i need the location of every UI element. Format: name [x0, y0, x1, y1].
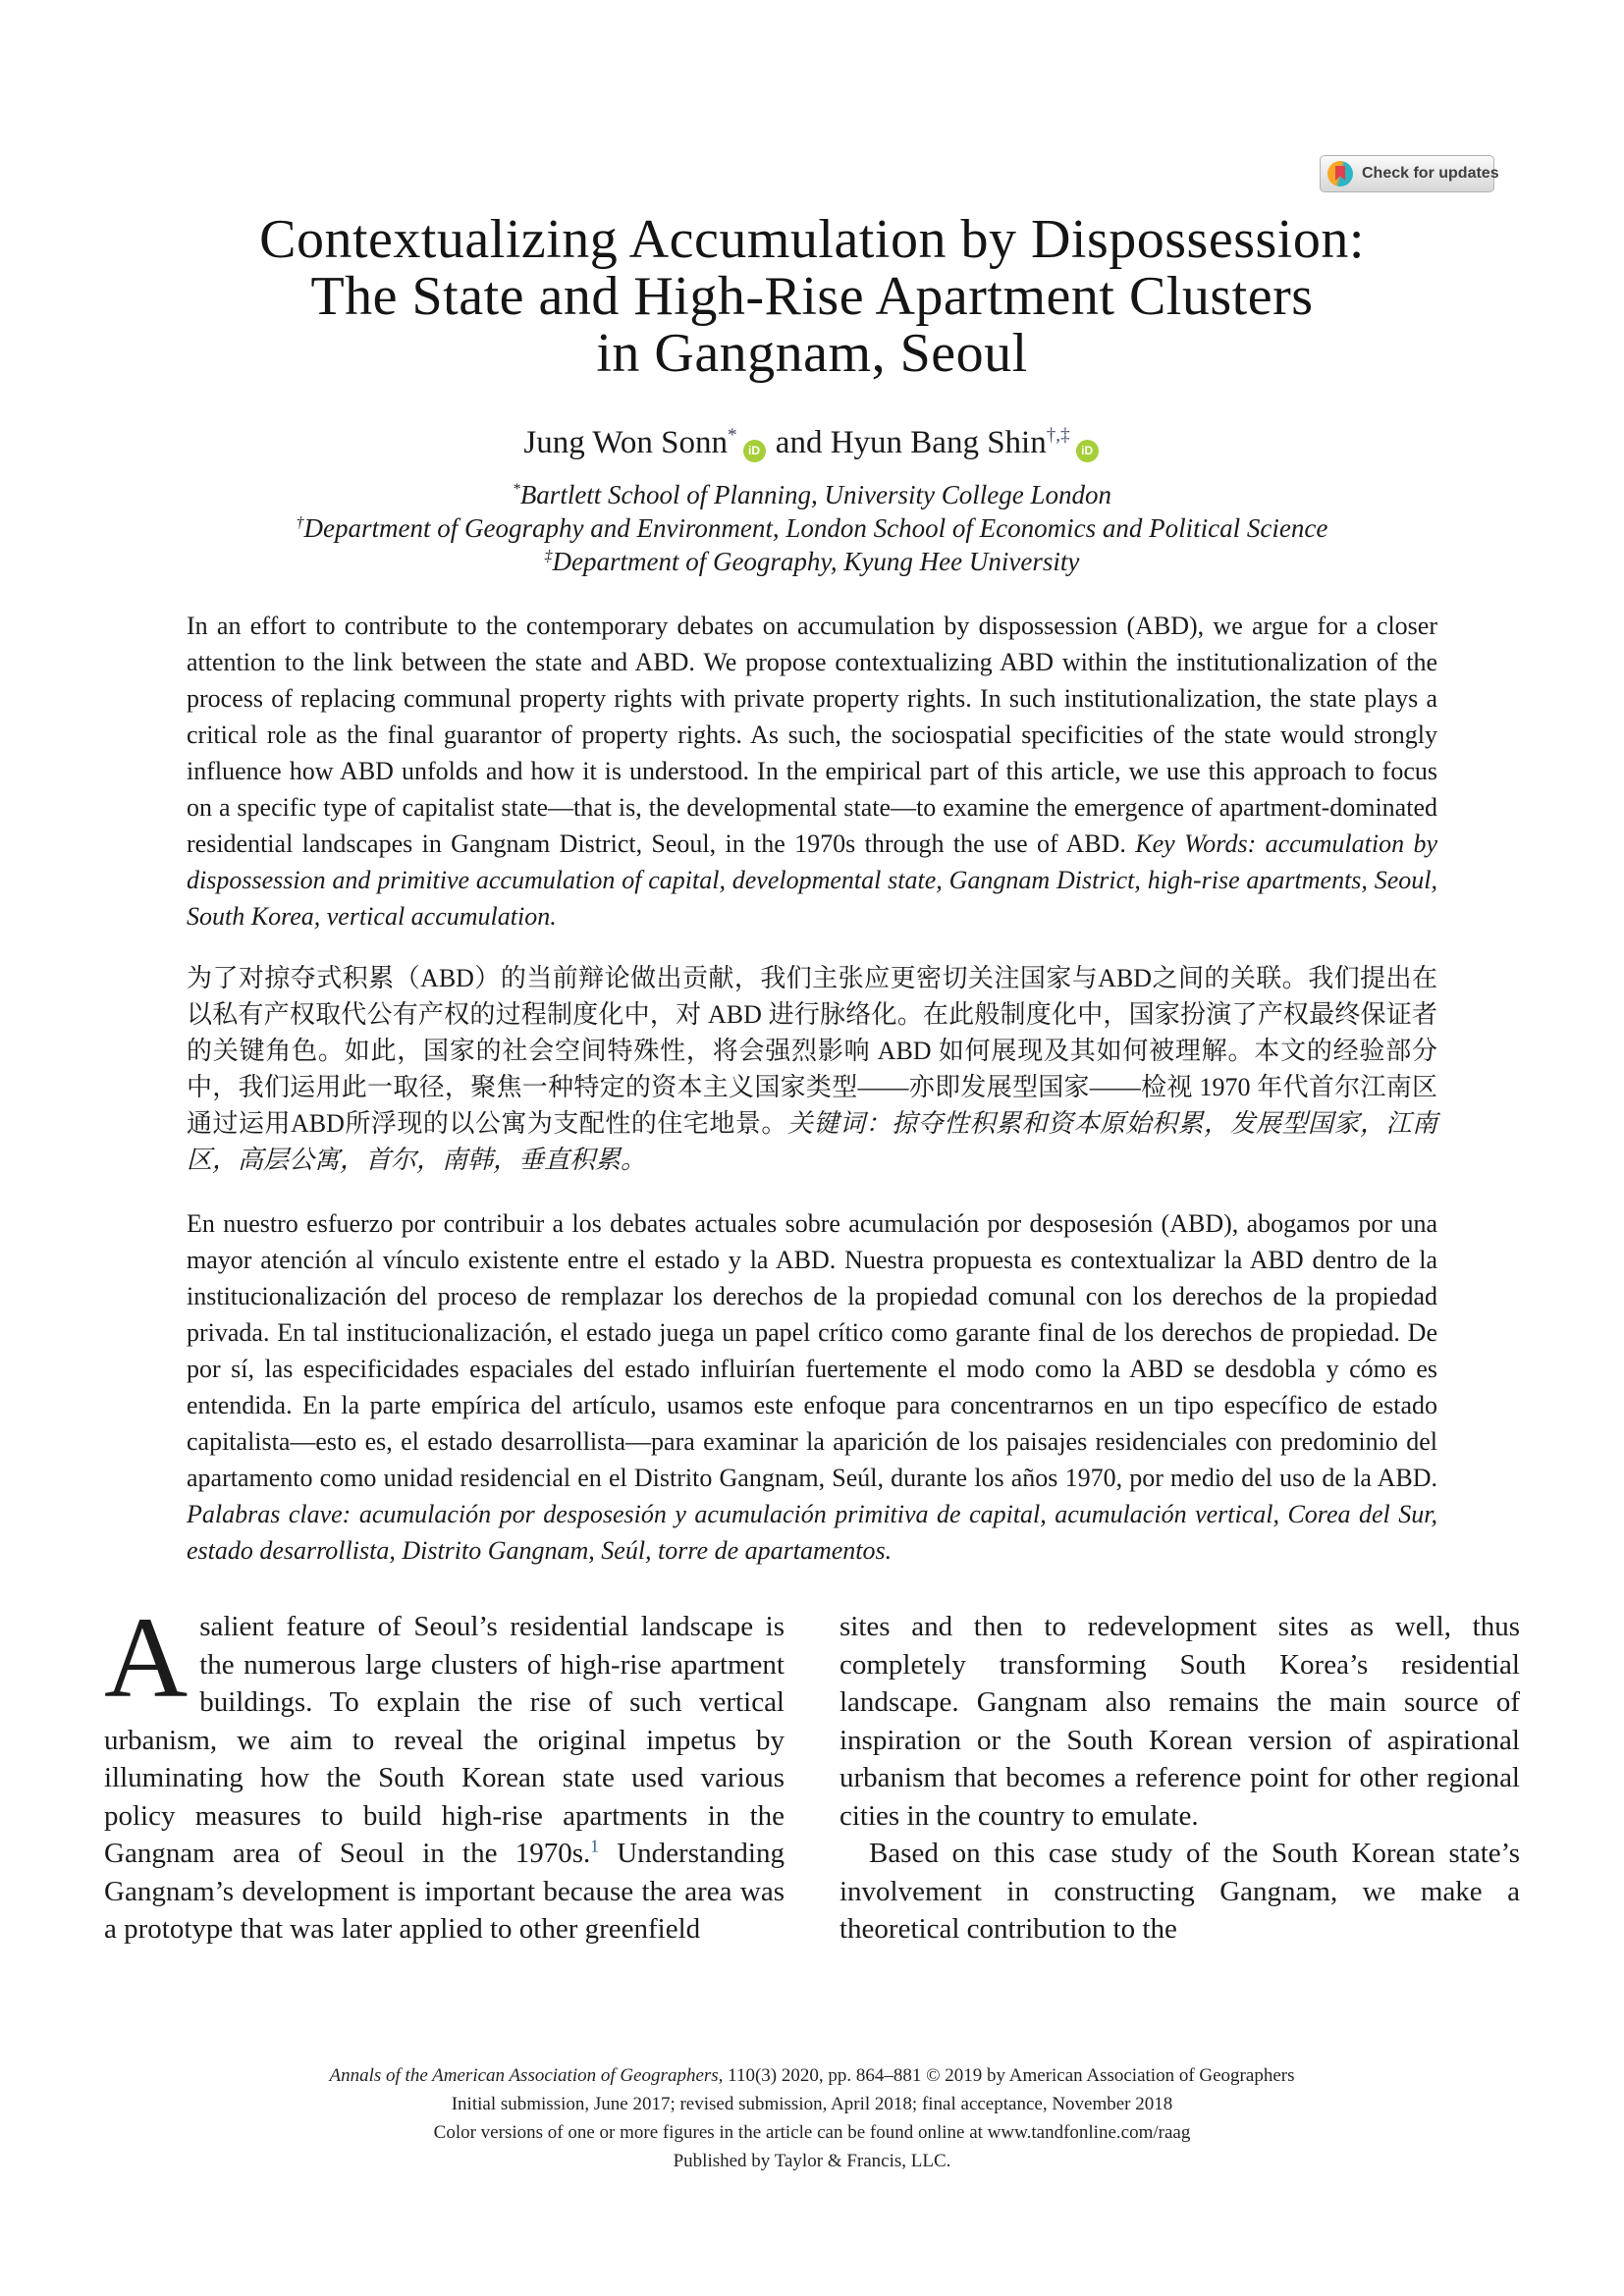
footer — [0, 2061, 1624, 2175]
title-line-1: Contextualizing Accumulation by Dispossession: — [259, 209, 1365, 270]
abstract-es-keywords: Palabras clave: acumulación por desposesión y acumulación primitiva de capital, acumulación vertical, Corea del Sur, estado desarrollista, Distrito Gangnam, Seúl, torre de apartamentos. — [187, 1500, 1437, 1565]
footer-color-versions-note: Color versions of one or more figures in the article can be found online at www.tandfonline.com/raag — [433, 2122, 1191, 2143]
dropcap-letter: A — [104, 1593, 189, 1722]
affiliation-3 — [0, 545, 1624, 578]
body-paragraph-1 — [104, 1593, 785, 1949]
crossmark-logo-icon — [1327, 161, 1353, 187]
author-1-affiliation-mark: * — [727, 425, 737, 446]
affiliation-2 — [0, 511, 1624, 545]
body-paragraph-3: Based on this case study of the South Korean state’s involvement in constructing Gangnam, we make a theoretical contribution to the — [839, 1838, 1520, 1945]
affiliation-text: Department of Geography and Environment, London School of Economics and Political Science — [303, 513, 1328, 543]
body-paragraph-1-text — [104, 1611, 785, 1945]
affiliations — [0, 478, 1624, 578]
abstract-en-text: In an effort to contribute to the contemporary debates on accumulation by dispossession (ABD), we argue for a closer attention to the link between the state and ABD. We propose contextualizing ABD within the institutionalization of the process of replacing communal property rights with private property rights. In such institutionalization, the state plays a critical role as the final guarantor of property rights. As such, the sociospatial specificities of the state would strongly influence how ABD unfolds and how it is understood. In the empirical part of this article, we use this approach to focus on a specific type of capitalist state—that is, the developmental state—to examine the emergence of apartment-dominated residential landscapes in Gangnam District, Seoul, in the 1970s through the use of ABD. — [187, 612, 1437, 858]
affiliation-mark: † — [296, 514, 304, 531]
affiliation-1 — [0, 478, 1624, 511]
check-for-updates-label: Check for updates — [1362, 165, 1499, 182]
abstract-english — [187, 608, 1437, 934]
body-text: Understanding Gangnam’s development is important because the area was a prototype that was later applied to other greenfield — [104, 1838, 785, 1945]
orcid-icon[interactable]: iD — [743, 440, 766, 462]
affiliation-mark: ‡ — [544, 548, 553, 564]
title-line-3: in Gangnam, Seoul — [596, 323, 1028, 384]
abstract-chinese — [187, 960, 1437, 1178]
abstract-es-text: En nuestro esfuerzo por contribuir a los debates actuales sobre acumulación por desposesión (ABD), abogamos por una mayor atención al vínculo existente entre el estado y la ABD. Nuestra propuesta es contextualizar la ABD dentro de la institucionalización del proceso de remplazar los derechos de la propiedad comunal con los derechos de la propiedad privada. En tal institucionalización, el estado juega un papel crítico como garante final de los derechos de propiedad. De por sí, las especificidades espaciales del estado influirían fuertemente el modo como la ABD se desdobla y cómo es entendida. En la parte empírica del artículo, usamos este enfoque para concentrarnos en un tipo específico de estado capitalista—esto es, el estado desarrollista—para examinar la aparición de los paisajes residenciales con predominio del apartamento como unidad residencial en el Distrito Gangnam, Seúl, durante los años 1970, por medio del uso de la ABD. — [187, 1209, 1437, 1492]
author-name-1: Jung Won Sonn — [523, 425, 728, 460]
journal-name: Annals of the American Association of Geographers, — [329, 2065, 724, 2086]
author-2-affiliation-marks: †,‡ — [1046, 425, 1070, 446]
footer-citation — [0, 2061, 1624, 2090]
authors-conjunction: and — [767, 425, 831, 460]
body-text: salient feature of Seoul’s residential landscape is the numerous large clusters of high-rise apartment buildings. To explain the rise of such vertical urbanism, we aim to reveal the original impetus by illuminating how the South Korean state used various policy measures to build high-rise apartments in the Gangnam area of Seoul in the 1970s. — [104, 1611, 785, 1869]
affiliation-mark: * — [512, 481, 520, 498]
footnote-1-link[interactable]: 1 — [590, 1836, 599, 1856]
abstract-zh-text: 为了对掠夺式积累（ABD）的当前辩论做出贡献，我们主张应更密切关注国家与ABD之间的关联。我们提出在以私有产权取代公有产权的过程制度化中，对 ABD 进行脉络化。在此般制度化中，国家扮演了产权最终保证者的关键角色。如此，国家的社会空间特殊性，将会强烈影响 ABD 如何展现及其如何被理解。本文的经验部分中，我们运用此一取径，聚焦一种特定的资本主义国家类型——亦即发展型国家——检视 1970 年代首尔江南区通过运用ABD所浮现的以公寓为支配性的住宅地景。 — [187, 964, 1437, 1138]
abstract-zh-keywords: 关键词：掠夺性积累和资本原始积累，发展型国家，江南区，高层公寓，首尔，南韩，垂直积累。 — [187, 1109, 1437, 1174]
body-columns — [0, 1593, 1624, 1949]
affiliation-text: Bartlett School of Planning, University College London — [519, 480, 1111, 509]
author-name-2: Hyun Bang Shin — [830, 425, 1047, 460]
crossmark-bookmark-icon — [1335, 166, 1345, 181]
abstract-spanish — [187, 1205, 1437, 1569]
abstract-en-keywords: Key Words: accumulation by dispossession and primitive accumulation of capital, developmental state, Gangnam District, high-rise apartments, Seoul, South Korea, vertical accumulation. — [187, 829, 1437, 931]
authors-line — [0, 425, 1624, 462]
orcid-icon[interactable]: iD — [1076, 440, 1099, 462]
affiliation-text: Department of Geography, Kyung Hee University — [552, 547, 1080, 576]
footer-submission-history: Initial submission, June 2017; revised submission, April 2018; final acceptance, November 2018 — [451, 2094, 1173, 2114]
check-for-updates-button[interactable] — [1320, 155, 1499, 192]
title-line-2: The State and High-Rise Apartment Clusters — [310, 266, 1314, 327]
citation-details: 110(3) 2020, pp. 864–881 © 2019 by American Association of Geographers — [723, 2065, 1295, 2086]
body-column-left — [104, 1593, 785, 1949]
body-column-right — [839, 1608, 1520, 1949]
footer-publisher: Published by Taylor & Francis, LLC. — [673, 2151, 951, 2171]
body-paragraph-2: sites and then to redevelopment sites as well, thus completely transforming South Korea’s residential landscape. Gangnam also remains the main source of inspiration or the South Korean version of aspirational urbanism that becomes a reference point for other regional cities in the country to emulate. — [839, 1611, 1520, 1832]
